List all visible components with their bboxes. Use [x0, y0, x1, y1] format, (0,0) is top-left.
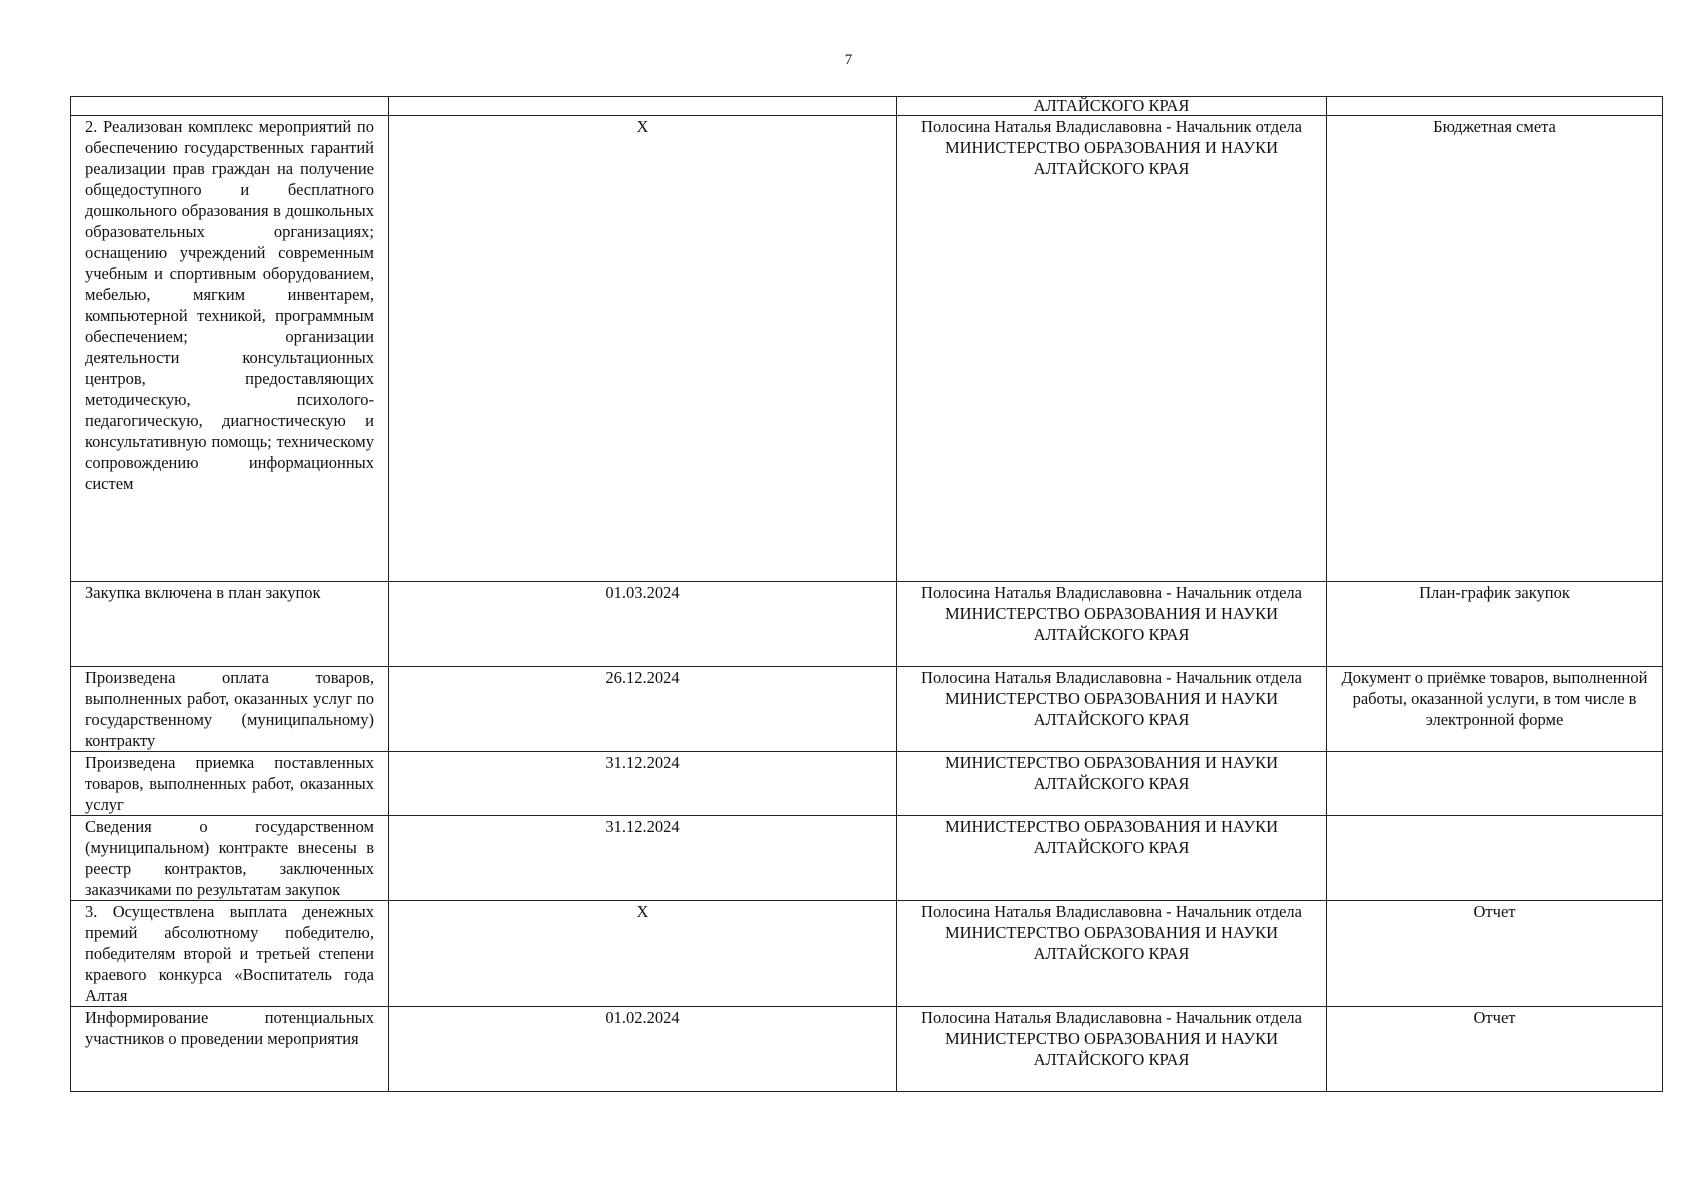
responsible-person: Полосина Наталья Владиславовна - Начальник отдела: [921, 902, 1302, 921]
event-cell: Закупка включена в план закупок: [71, 582, 389, 667]
responsible-cell: [897, 901, 1327, 1007]
control-points-table: [70, 96, 1663, 1092]
table-row: [71, 816, 1663, 901]
table-row: [71, 667, 1663, 752]
table-row: [71, 1007, 1663, 1092]
date-cell: 01.02.2024: [389, 1007, 897, 1092]
responsible-org-line: АЛТАЙСКОГО КРАЯ: [1033, 1050, 1190, 1069]
event-cell: 3. Осуществлена выплата денежных премий абсолютному победителю, победителям второй и третьей степени краевого конкурса «Воспитатель года Алтая: [71, 901, 389, 1007]
document-cell: [1327, 816, 1663, 901]
table-row: [71, 901, 1663, 1007]
document-cell: [1327, 752, 1663, 816]
responsible-org-line: АЛТАЙСКОГО КРАЯ: [1033, 710, 1190, 729]
date-cell: [389, 97, 897, 116]
document-cell: Отчет: [1327, 901, 1663, 1007]
responsible-person: Полосина Наталья Владиславовна - Начальник отдела: [921, 1008, 1302, 1027]
table-row: [71, 582, 1663, 667]
responsible-org-line: АЛТАЙСКОГО КРАЯ: [1033, 774, 1190, 793]
responsible-org-line: АЛТАЙСКОГО КРАЯ: [1033, 625, 1190, 644]
responsible-org-line: МИНИСТЕРСТВО ОБРАЗОВАНИЯ И НАУКИ: [944, 138, 1279, 157]
table-row: [71, 97, 1663, 116]
responsible-org-line: АЛТАЙСКОГО КРАЯ: [1033, 96, 1190, 115]
document-cell: План-график закупок: [1327, 582, 1663, 667]
responsible-cell: [897, 97, 1327, 116]
event-cell: Сведения о государственном (муниципальном) контракте внесены в реестр контрактов, заключенных заказчиками по результатам закупок: [71, 816, 389, 901]
document-cell: Бюджетная смета: [1327, 116, 1663, 582]
event-cell: Информирование потенциальных участников о проведении мероприятия: [71, 1007, 389, 1092]
responsible-org-line: АЛТАЙСКОГО КРАЯ: [1033, 838, 1190, 857]
table-row: [71, 116, 1663, 582]
responsible-cell: [897, 816, 1327, 901]
document-cell: [1327, 97, 1663, 116]
event-cell: Произведена оплата товаров, выполненных работ, оказанных услуг по государственному (муниципальному) контракту: [71, 667, 389, 752]
event-cell: [71, 97, 389, 116]
date-cell: 31.12.2024: [389, 752, 897, 816]
responsible-org-line: МИНИСТЕРСТВО ОБРАЗОВАНИЯ И НАУКИ: [944, 923, 1279, 942]
responsible-org-line: МИНИСТЕРСТВО ОБРАЗОВАНИЯ И НАУКИ: [944, 753, 1279, 772]
responsible-cell: [897, 116, 1327, 582]
responsible-cell: [897, 752, 1327, 816]
responsible-org-line: МИНИСТЕРСТВО ОБРАЗОВАНИЯ И НАУКИ: [944, 689, 1279, 708]
responsible-person: Полосина Наталья Владиславовна - Начальник отдела: [921, 117, 1302, 136]
responsible-org-line: МИНИСТЕРСТВО ОБРАЗОВАНИЯ И НАУКИ: [944, 1029, 1279, 1048]
document-cell: Отчет: [1327, 1007, 1663, 1092]
document-cell: Документ о приёмке товаров, выполненной работы, оказанной услуги, в том числе в электронной форме: [1327, 667, 1663, 752]
event-cell: Произведена приемка поставленных товаров, выполненных работ, оказанных услуг: [71, 752, 389, 816]
responsible-org-line: АЛТАЙСКОГО КРАЯ: [1033, 944, 1190, 963]
date-cell: X: [389, 901, 897, 1007]
responsible-cell: [897, 582, 1327, 667]
responsible-org-line: МИНИСТЕРСТВО ОБРАЗОВАНИЯ И НАУКИ: [944, 604, 1279, 623]
responsible-cell: [897, 1007, 1327, 1092]
responsible-org-line: МИНИСТЕРСТВО ОБРАЗОВАНИЯ И НАУКИ: [944, 817, 1279, 836]
date-cell: X: [389, 116, 897, 582]
responsible-person: Полосина Наталья Владиславовна - Начальник отдела: [921, 583, 1302, 602]
page-number: 7: [844, 52, 853, 68]
date-cell: 26.12.2024: [389, 667, 897, 752]
table-row: [71, 752, 1663, 816]
responsible-org-line: АЛТАЙСКОГО КРАЯ: [1033, 159, 1190, 178]
responsible-person: Полосина Наталья Владиславовна - Начальник отдела: [921, 668, 1302, 687]
event-cell: 2. Реализован комплекс мероприятий по обеспечению государственных гарантий реализации прав граждан на получение общедоступного и бесплатного дошкольного образования в дошкольных образовательных организациях; оснащению учреждений современным учебным и спортивным оборудованием, мебелью, мягким инвентарем, компьютерной техникой, программным обеспечением; организации деятельности консультационных центров, предоставляющих методическую, психолого-педагогическую, диагностическую и консультативную помощь; техническому сопровождению информационных систем: [71, 116, 389, 582]
date-cell: 31.12.2024: [389, 816, 897, 901]
date-cell: 01.03.2024: [389, 582, 897, 667]
responsible-cell: [897, 667, 1327, 752]
